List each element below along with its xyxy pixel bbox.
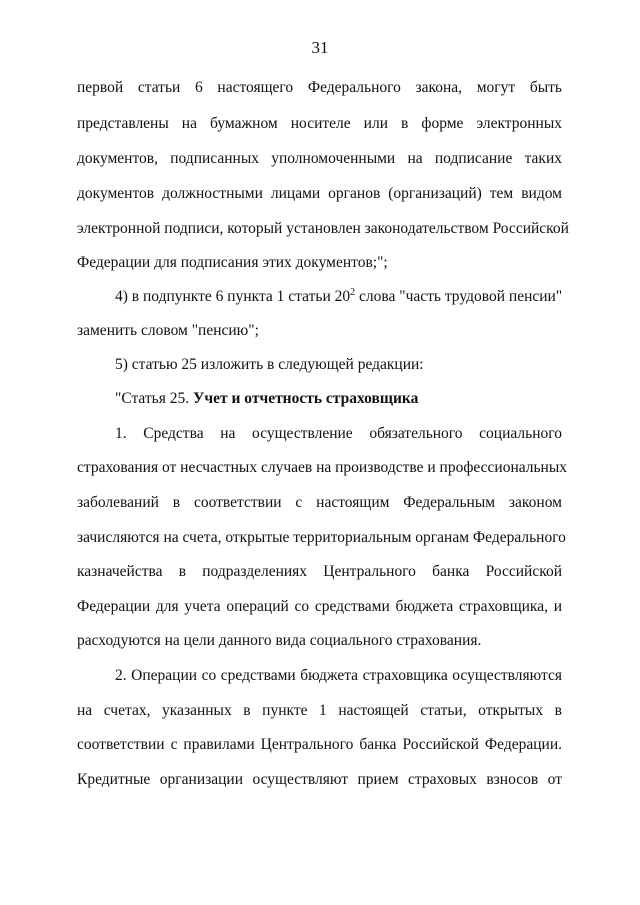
text-line: соответствии с правилами Центрального банка Российской Федерации. [77,736,562,753]
text-line: зачисляются на счета, открытые территориальным органам Федерального [77,529,566,546]
article-prefix: "Статья 25. [115,390,193,407]
text-line: Кредитные организации осуществляют прием страховых взносов от [77,771,562,788]
superscript: 2 [350,286,356,298]
text-line: заболеваний в соответствии с настоящим Федеральным законом [77,494,562,511]
article-heading [115,389,562,409]
text-line: документов должностными лицами органов (организаций) тем видом [77,185,562,202]
text-line: представлены на бумажном носителе или в форме электронных [77,115,562,132]
text-line: заменить словом "пенсию"; [77,322,259,339]
text-line: Федерации для подписания этих документов;"; [77,254,388,271]
page-number: 31 [311,38,329,57]
text-line-item-5: 5) статью 25 изложить в следующей редакции: [115,356,424,373]
article-title: Учет и отчетность страховщика [193,390,419,407]
text-line-item-1: 1. Средства на осуществление обязательного социального [115,425,562,442]
text-line: расходуются на цели данного вида социального страхования. [77,632,482,649]
text-line: электронной подписи, который установлен законодательством Российской [77,220,569,237]
text-line-item-2: 2. Операции со средствами бюджета страховщика осуществляются [115,667,562,684]
text-line: страхования от несчастных случаев на производстве и профессиональных [77,459,568,476]
item4-text-after: слова "часть трудовой пенсии" [355,288,563,305]
text-line: Федерации для учета операций со средствами бюджета страховщика, и [77,598,562,615]
item4-text-before: 4) в подпункте 6 пункта 1 статьи 20 [115,288,351,305]
text-line: документов, подписанных уполномоченными на подписание таких [77,150,562,167]
text-line: на счетах, указанных в пункте 1 настоящей статьи, открытых в [77,702,562,719]
text-line: казначейства в подразделениях Центрального банка Российской [77,563,562,580]
text-line-item-4 [115,287,562,307]
text-line: первой статьи 6 настоящего Федерального закона, могут быть [77,79,562,96]
